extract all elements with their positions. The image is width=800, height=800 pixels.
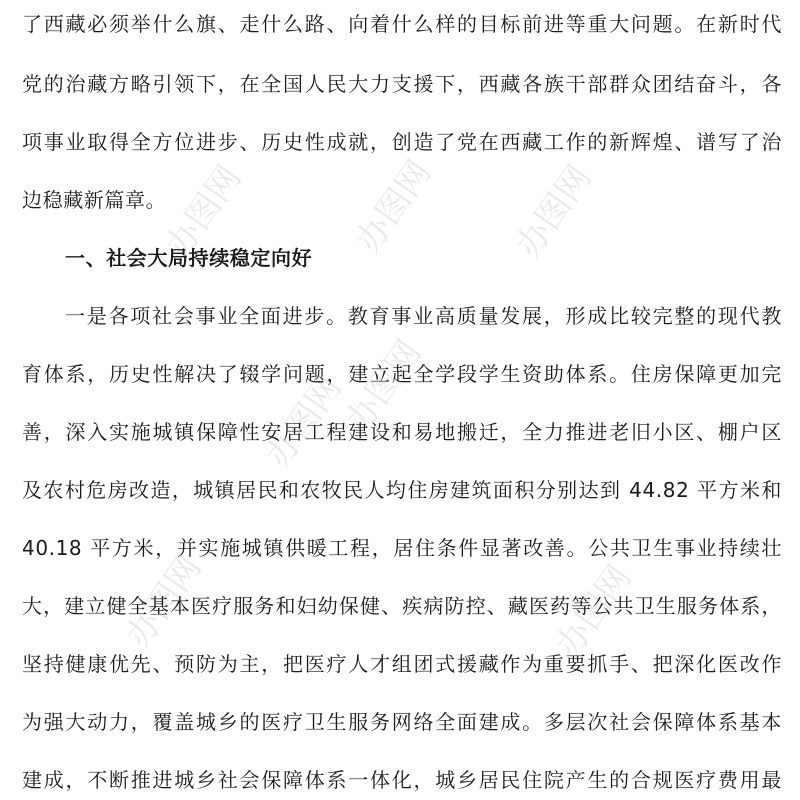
paragraph-line: 坚持健康优先、预防为主，把医疗人才组团式援藏作为重要抓手、把深化医改作 (22, 652, 782, 676)
paragraph-line: 40.18 平方米，并实施城镇供暖工程，居住条件显著改善。公共卫生事业持续壮 (22, 536, 782, 560)
paragraph-line: 大，建立健全基本医疗服务和妇幼保健、疾病防控、藏医药等公共卫生服务体系， (22, 594, 782, 618)
paragraph-line: 项事业取得全方位进步、历史性成就，创造了党在西藏工作的新辉煌、谱写了治 (22, 130, 782, 154)
watermark: 办图网 (118, 548, 210, 655)
paragraph-line: 善，深入实施城镇保障性安居工程建设和易地搬迁，全力推进老旧小区、棚户区 (22, 420, 782, 444)
watermark: 办图网 (338, 333, 430, 440)
paragraph-line: 及农村危房改造，城镇居民和农牧民人均住房建筑面积分别达到 44.82 平方米和 (22, 478, 782, 502)
paragraph-line: 一是各项社会事业全面进步。教育事业高质量发展，形成比较完整的现代教 (65, 304, 782, 328)
watermark: 办图网 (548, 558, 640, 665)
paragraph-line: 育体系，历史性解决了辍学问题，建立起全学段学生资助体系。住房保障更加完 (22, 362, 782, 386)
watermark: 办图网 (258, 368, 350, 475)
watermark: 办图网 (158, 158, 250, 265)
paragraph-line: 党的治藏方略引领下，在全国人民大力支援下，西藏各族干部群众团结奋斗，各 (22, 72, 782, 96)
paragraph-line: 了西藏必须举什么旗、走什么路、向着什么样的目标前进等重大问题。在新时代 (22, 12, 782, 36)
paragraph-line: 建成，不断推进城乡社会保障体系一体化，城乡居民住院产生的合规医疗费用最 (22, 768, 782, 792)
watermark: 办图网 (348, 153, 440, 260)
section-heading: 一、社会大局持续稳定向好 (65, 246, 313, 270)
paragraph-line: 为强大动力，覆盖城乡的医疗卫生服务网络全面建成。多层次社会保障体系基本 (22, 710, 782, 734)
paragraph-line: 边稳藏新篇章。 (22, 188, 167, 212)
watermark: 办图网 (508, 158, 600, 265)
